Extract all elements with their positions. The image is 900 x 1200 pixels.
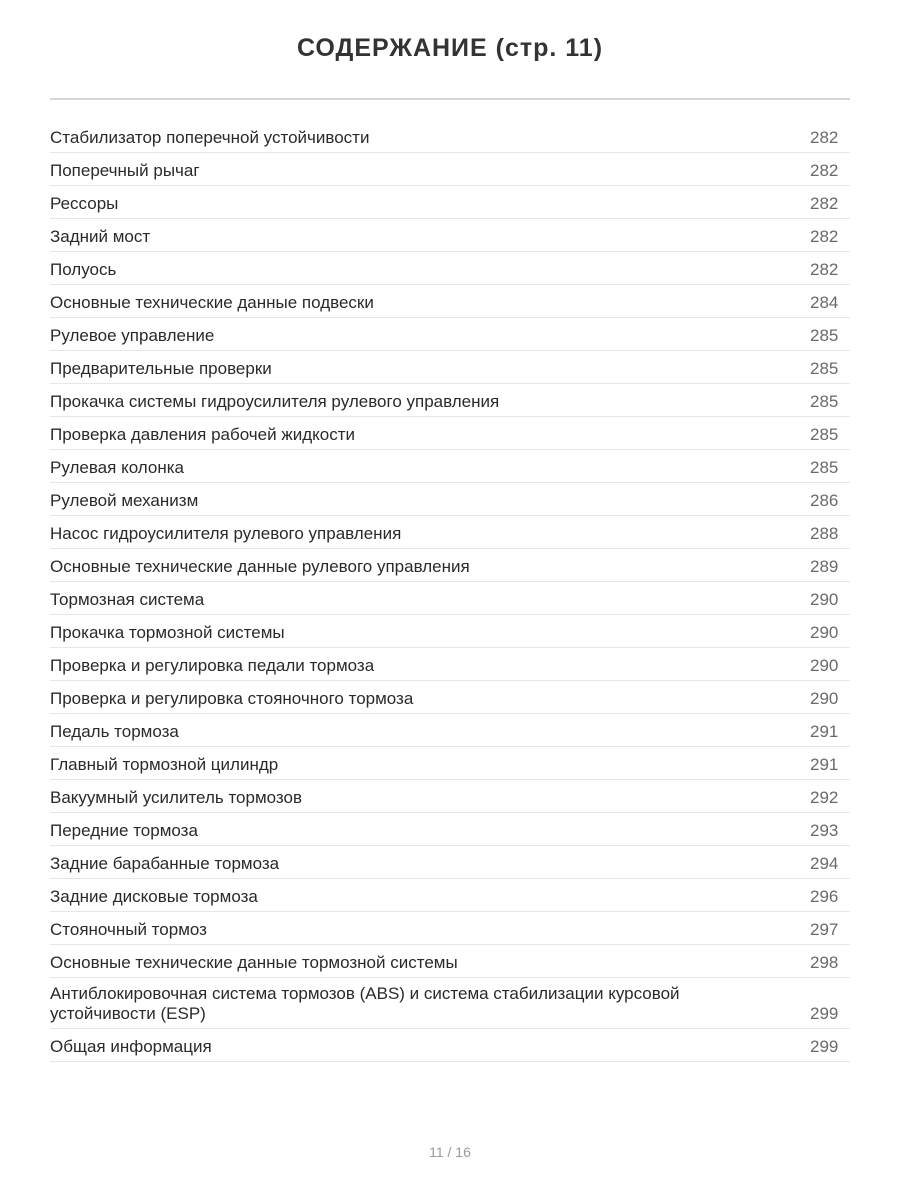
toc-entry[interactable] <box>50 714 850 747</box>
toc-entry-title[interactable]: Полуось <box>50 260 117 279</box>
toc-entry-title[interactable]: Насос гидроусилителя рулевого управления <box>50 524 402 543</box>
toc-entry-title[interactable]: Педаль тормоза <box>50 722 179 741</box>
toc-entry-page-number: 285 <box>810 326 839 345</box>
toc-entry-page-number: 282 <box>810 128 839 147</box>
toc-entry[interactable] <box>50 978 850 1029</box>
toc-entry[interactable] <box>50 285 850 318</box>
toc-entry-title[interactable]: Поперечный рычаг <box>50 161 200 180</box>
toc-entry-title[interactable]: Главный тормозной цилиндр <box>50 755 279 774</box>
page-title: СОДЕРЖАНИЕ (стр. 11) <box>296 34 604 62</box>
toc-entry[interactable] <box>50 879 850 912</box>
toc-entry-page-number: 285 <box>810 425 839 444</box>
toc-entry[interactable] <box>50 252 850 285</box>
toc-entry-page-number: 299 <box>810 1004 839 1023</box>
toc-entry-page-number: 299 <box>810 1037 839 1056</box>
toc-entry[interactable] <box>50 483 850 516</box>
toc-entry[interactable] <box>50 384 850 417</box>
toc-entry-page-number: 282 <box>810 227 839 246</box>
toc-entry-title[interactable]: Задние барабанные тормоза <box>50 854 280 873</box>
toc-entry-title[interactable]: Проверка и регулировка педали тормоза <box>50 656 375 675</box>
toc-entry-title[interactable]: Задний мост <box>50 227 151 246</box>
toc-entry-page-number: 282 <box>810 194 839 213</box>
toc-entry-page-number: 285 <box>810 392 839 411</box>
toc-entry-title[interactable]: Задние дисковые тормоза <box>50 887 258 906</box>
toc-entry-page-number: 290 <box>810 590 839 609</box>
toc-entry[interactable] <box>50 747 850 780</box>
toc-entry-title[interactable]: Антиблокировочная система тормозов (ABS) и система стабилизации курсовой устойчивости (ESP) <box>50 984 680 1023</box>
toc-entry[interactable] <box>50 648 850 681</box>
toc-entry-title[interactable]: Проверка и регулировка стояночного тормоза <box>50 689 414 708</box>
toc-entry-page-number: 296 <box>810 887 839 906</box>
toc-entry-title[interactable]: Рулевое управление <box>50 326 215 345</box>
toc-entry-page-number: 282 <box>810 260 839 279</box>
toc-entry[interactable] <box>50 582 850 615</box>
toc-entry-title[interactable]: Основные технические данные подвески <box>50 293 374 312</box>
toc-entry-title[interactable]: Стояночный тормоз <box>50 920 207 939</box>
table-of-contents <box>50 120 850 1062</box>
toc-entry[interactable] <box>50 417 850 450</box>
toc-entry-page-number: 294 <box>810 854 839 873</box>
title-divider <box>50 98 850 100</box>
toc-entry-title[interactable]: Проверка давления рабочей жидкости <box>50 425 355 444</box>
toc-entry-page-number: 282 <box>810 161 839 180</box>
toc-entry[interactable] <box>50 549 850 582</box>
toc-entry-title[interactable]: Предварительные проверки <box>50 359 272 378</box>
toc-entry-title[interactable]: Рессоры <box>50 194 119 213</box>
toc-entry[interactable] <box>50 120 850 153</box>
toc-entry[interactable] <box>50 186 850 219</box>
toc-entry-page-number: 298 <box>810 953 839 972</box>
toc-entry[interactable] <box>50 219 850 252</box>
toc-entry-title[interactable]: Основные технические данные тормозной системы <box>50 953 458 972</box>
toc-entry[interactable] <box>50 1029 850 1062</box>
toc-entry[interactable] <box>50 450 850 483</box>
toc-entry-page-number: 293 <box>810 821 839 840</box>
toc-entry[interactable] <box>50 813 850 846</box>
toc-entry-title[interactable]: Рулевая колонка <box>50 458 184 477</box>
toc-entry[interactable] <box>50 153 850 186</box>
toc-entry-title[interactable]: Стабилизатор поперечной устойчивости <box>50 128 370 147</box>
toc-entry-page-number: 285 <box>810 359 839 378</box>
toc-entry-page-number: 290 <box>810 689 839 708</box>
toc-entry[interactable] <box>50 846 850 879</box>
toc-entry-title[interactable]: Прокачка тормозной системы <box>50 623 285 642</box>
toc-entry-title[interactable]: Передние тормоза <box>50 821 198 840</box>
toc-entry-page-number: 288 <box>810 524 839 543</box>
toc-entry-title[interactable]: Рулевой механизм <box>50 491 199 510</box>
toc-entry[interactable] <box>50 516 850 549</box>
toc-entry[interactable] <box>50 780 850 813</box>
toc-entry-page-number: 284 <box>810 293 839 312</box>
page-indicator: 11 / 16 <box>429 1144 471 1160</box>
toc-entry-title[interactable]: Тормозная система <box>50 590 205 609</box>
toc-entry[interactable] <box>50 681 850 714</box>
toc-entry-page-number: 285 <box>810 458 839 477</box>
toc-entry-title[interactable]: Вакуумный усилитель тормозов <box>50 788 302 807</box>
toc-entry-title[interactable]: Прокачка системы гидроусилителя рулевого управления <box>50 392 500 411</box>
toc-entry-page-number: 292 <box>810 788 839 807</box>
toc-entry[interactable] <box>50 912 850 945</box>
toc-entry[interactable] <box>50 351 850 384</box>
toc-entry[interactable] <box>50 615 850 648</box>
toc-entry-title[interactable]: Основные технические данные рулевого управления <box>50 557 470 576</box>
toc-entry-page-number: 291 <box>810 755 839 774</box>
toc-entry-page-number: 290 <box>810 656 839 675</box>
toc-entry[interactable] <box>50 945 850 978</box>
toc-entry-page-number: 290 <box>810 623 839 642</box>
toc-entry-title[interactable]: Общая информация <box>50 1037 212 1056</box>
toc-entry-page-number: 291 <box>810 722 839 741</box>
toc-entry[interactable] <box>50 318 850 351</box>
toc-entry-page-number: 286 <box>810 491 839 510</box>
toc-entry-page-number: 289 <box>810 557 839 576</box>
toc-entry-page-number: 297 <box>810 920 839 939</box>
